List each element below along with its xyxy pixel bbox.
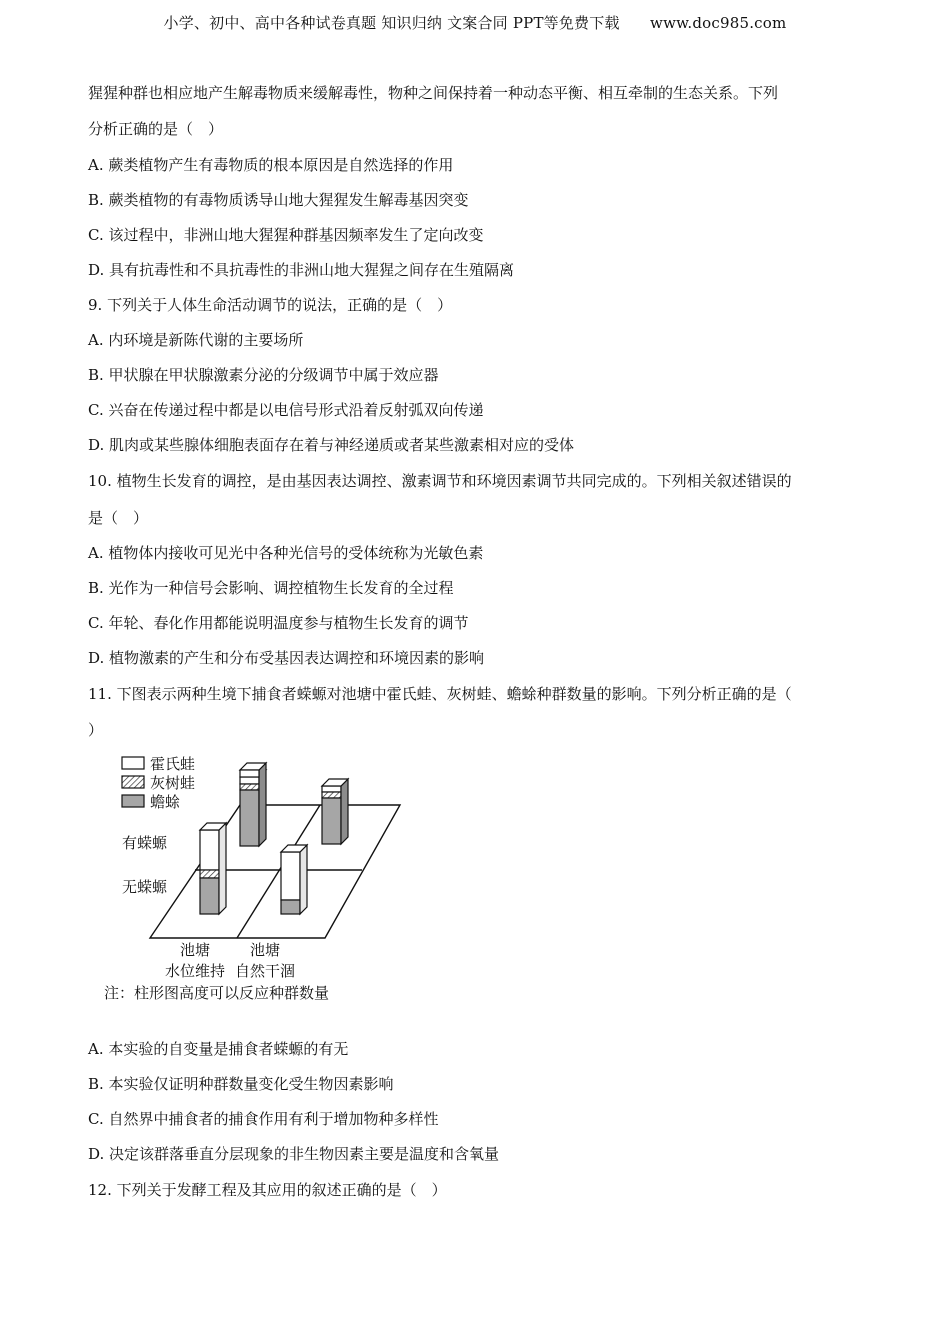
col-label-dry: 池塘 <box>249 941 280 959</box>
option-a: A. 本实验的自变量是捕食者蝾螈的有无 <box>88 1040 349 1058</box>
legend-swatch-hatch <box>122 776 144 788</box>
option-c: C. 年轮、春化作用都能说明温度参与植物生长发育的调节 <box>88 614 469 632</box>
bar-with-newt-dry <box>322 779 348 844</box>
question-10: 10. 植物生长发育的调控，是由基因表达调控、激素调节和环境因素调节共同完成的。下列相关叙述错误的 <box>88 472 792 490</box>
legend-swatch-white <box>122 757 144 769</box>
option-b: B. 甲状腺在甲状腺激素分泌的分级调节中属于效应器 <box>88 366 439 384</box>
bar-with-newt-water <box>240 763 266 846</box>
option-d: D. 决定该群落垂直分层现象的非生物因素主要是温度和含氧量 <box>88 1145 500 1163</box>
option-d: D. 肌肉或某些腺体细胞表面存在着与神经递质或者某些激素相对应的受体 <box>88 436 575 454</box>
option-a: A. 植物体内接收可见光中各种光信号的受体统称为光敏色素 <box>88 544 484 562</box>
option-b: B. 蕨类植物的有毒物质诱导山地大猩猩发生解毒基因突变 <box>88 191 469 209</box>
legend-label-gray-tree-frog: 灰树蛙 <box>150 774 196 792</box>
option-d: D. 具有抗毒性和不具抗毒性的非洲山地大猩猩之间存在生殖隔离 <box>88 261 515 279</box>
legend-swatch-gray <box>122 795 144 807</box>
col-label-water-kept-2: 水位维持 <box>164 962 225 980</box>
text-line: 是（ ） <box>88 509 149 527</box>
bar-without-newt-water <box>200 823 226 914</box>
legend-label-houshi-frog: 霍氏蛙 <box>150 755 196 773</box>
text-line: 分析正确的是（ ） <box>88 120 224 138</box>
question-12: 12. 下列关于发酵工程及其应用的叙述正确的是（ ） <box>88 1181 447 1199</box>
page-header: 小学、初中、高中各种试卷真题 知识归纳 文案合同 PPT等免费下载 www.doc985.com <box>163 14 787 32</box>
option-b: B. 光作为一种信号会影响、调控植物生长发育的全过程 <box>88 579 454 597</box>
option-a: A. 蕨类植物产生有毒物质的根本原因是自然选择的作用 <box>88 156 454 174</box>
bar-without-newt-dry <box>281 845 307 914</box>
option-c: C. 该过程中，非洲山地大猩猩种群基因频率发生了定向改变 <box>88 226 484 244</box>
text-line: ） <box>88 721 104 739</box>
row-label-with-newt: 有蝾螈 <box>122 834 168 852</box>
question-11: 11. 下图表示两种生境下捕食者蝾螈对池塘中霍氏蛙、灰树蛙、蟾蜍种群数量的影响。下列分析正确的是（ <box>88 685 792 703</box>
figure-note: 注：柱形图高度可以反应种群数量 <box>104 984 330 1002</box>
option-b: B. 本实验仅证明种群数量变化受生物因素影响 <box>88 1075 394 1093</box>
bar-figure <box>100 748 430 1008</box>
floor-grid <box>150 805 400 938</box>
question-9: 9. 下列关于人体生命活动调节的说法，正确的是（ ） <box>88 296 453 314</box>
option-c: C. 兴奋在传递过程中都是以电信号形式沿着反射弧双向传递 <box>88 401 484 419</box>
option-d: D. 植物激素的产生和分布受基因表达调控和环境因素的影响 <box>88 649 485 667</box>
option-a: A. 内环境是新陈代谢的主要场所 <box>88 331 304 349</box>
col-label-dry-2: 自然干涸 <box>234 962 295 980</box>
row-label-without-newt: 无蝾螈 <box>122 878 168 896</box>
option-c: C. 自然界中捕食者的捕食作用有利于增加物种多样性 <box>88 1110 439 1128</box>
text-line: 猩猩种群也相应地产生解毒物质来缓解毒性，物种之间保持着一种动态平衡、相互牵制的生态关系。下列 <box>88 84 779 102</box>
legend-label-toad: 蟾蜍 <box>150 793 181 811</box>
col-label-water-kept: 池塘 <box>179 941 210 959</box>
